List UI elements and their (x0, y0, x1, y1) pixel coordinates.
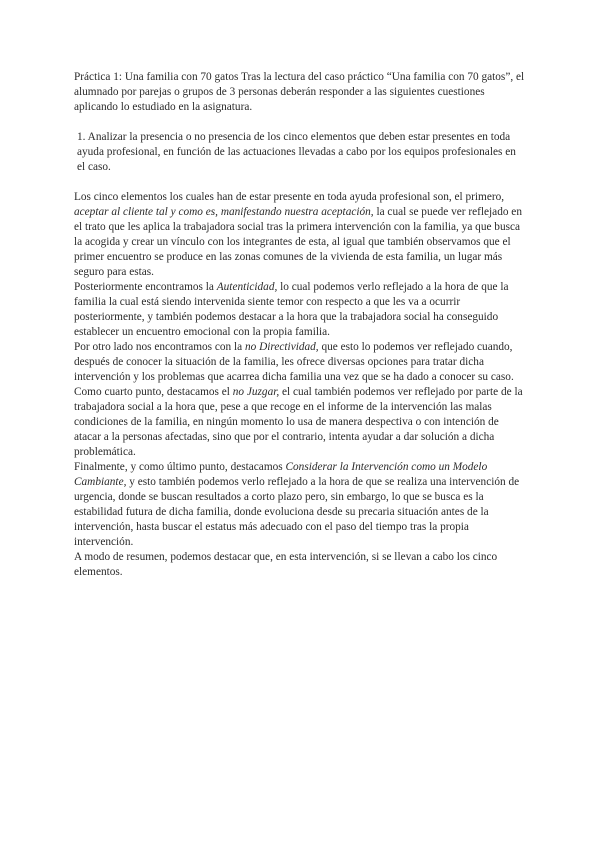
emphasis-text: no Juzgar, (232, 386, 280, 398)
emphasis-text: no Directividad, (245, 341, 319, 353)
paragraph-text: que esto lo podemos ver reflejado cuando, después de conocer la situación de la familia, les ofrece diversas opciones para tratar dicha intervención y los problemas que acarrea dicha familia una vez que se ha dado a conocer su caso. (74, 341, 514, 383)
paragraph-summary: A modo de resumen, podemos destacar que, en esta intervención, si se llevan a cabo los cinco elementos. (74, 551, 498, 578)
paragraph-text: lo cual podemos verlo reflejado a la hora de que la familia la cual está siendo intervenida siente temor con respecto a que les va a ocurrir posteriormente, y también podemos destacar a la hora que la trabajadora social ha conseguido establecer un encuentro emocional con la propia familia. (74, 281, 509, 338)
question-paragraph: 1. Analizar la presencia o no presencia de los cinco elementos que deben estar presentes en toda ayuda profesional, en función de las actuaciones llevadas a cabo por los equipos profesionales en el caso. (77, 131, 516, 173)
emphasis-text: Autenticidad, (216, 281, 278, 293)
paragraph-text: la cual se puede ver reflejado en el trato que les aplica la trabajadora social tras la primera intervención con la familia, ya que busca la acogida y crear un vínculo con los integrantes de esta, al igual que también observamos que el primer encuentro se produce en las zonas comunes de la vivienda de esta familia, un lugar más seguro para estas. (74, 206, 522, 278)
paragraph-first-element (74, 190, 526, 280)
paragraph-text: Como cuarto punto, destacamos el (74, 386, 233, 398)
paragraph-text: Posteriormente encontramos la (74, 281, 217, 293)
paragraph-non-judging (74, 385, 526, 460)
emphasis-text: aceptar al cliente tal y como es, manifestando nuestra aceptación, (74, 206, 374, 218)
paragraph-changing-model (74, 460, 526, 550)
paragraph-text: Los cinco elementos los cuales han de estar presente en toda ayuda profesional son, el primero, (74, 191, 505, 203)
paragraph-text: y esto también podemos verlo reflejado a la hora de que se realiza una intervención de urgencia, donde se buscan resultados a corto plazo pero, sin embargo, lo que se busca es la estabilidad futura de dicha familia, donde evoluciona desde su precaria situación antes de la intervención, hasta buscar el estatus más adecuado con el paso del tiempo tras la propia intervención. (74, 476, 520, 548)
paragraph-non-directivity (74, 340, 526, 385)
paragraph-text: el cual también podemos ver reflejado por parte de la trabajadora social a la hora que, pese a que recoge en el informe de la intervención las malas condiciones de la familia, en ningún momento lo usa de manera despectiva o con intención de atacar a la personas afectadas, sino que por el contrario, intenta ayudar a dar solución a dicha problemática. (74, 386, 523, 458)
paragraph-text: Finalmente, y como último punto, destacamos (74, 461, 286, 473)
paragraph-text: Por otro lado nos encontramos con la (74, 341, 245, 353)
emphasis-text: Considerar la Intervención como un Modelo Cambiante, (74, 461, 488, 488)
paragraph-authenticity (74, 280, 526, 340)
intro-paragraph: Práctica 1: Una familia con 70 gatos Tras la lectura del caso práctico “Una familia con 70 gatos”, el alumnado por parejas o grupos de 3 personas deberán responder a las siguientes cuestiones aplicando lo estudiado en la asignatura. (74, 71, 525, 113)
document-body (74, 70, 526, 580)
